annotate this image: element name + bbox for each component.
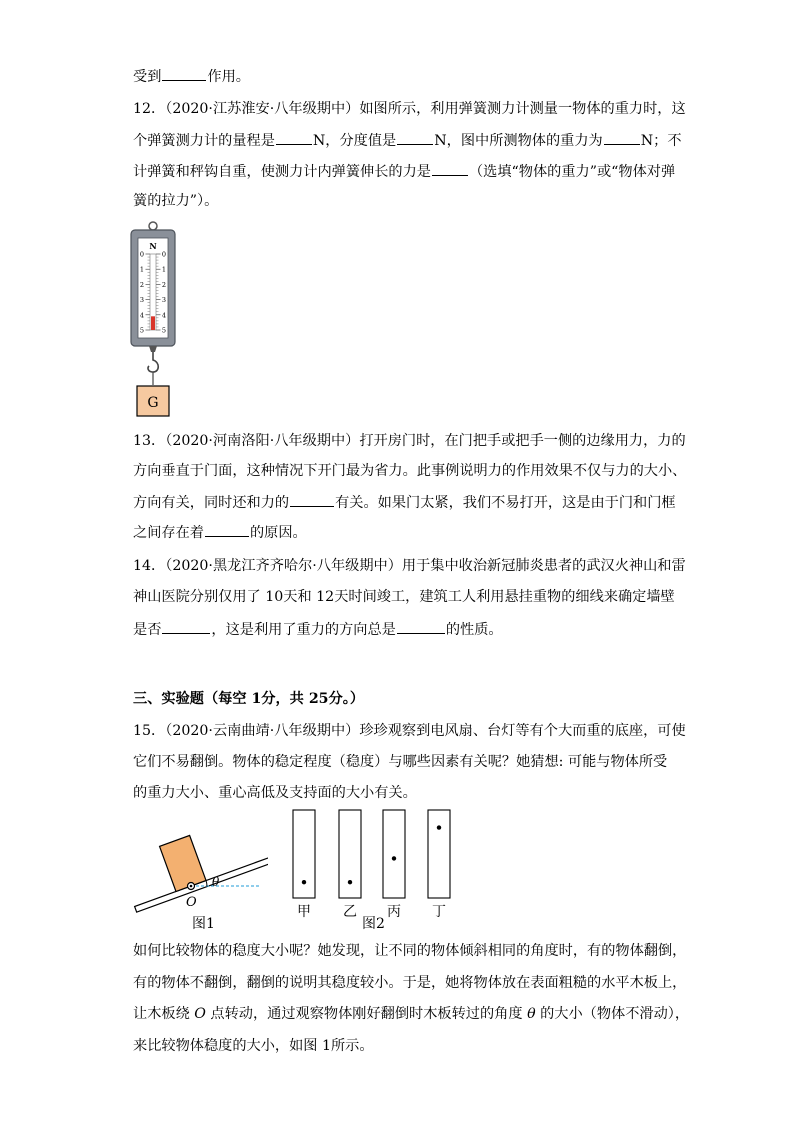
hook <box>148 352 158 372</box>
tick-label-right: 5 <box>161 326 167 335</box>
figure-1-caption: 图1 <box>192 916 215 932</box>
q15-line-3: 的重力大小、重心高低及支持面的大小有关。 <box>133 785 417 801</box>
bar-label: 甲 <box>297 904 311 920</box>
tick-label-left: 4 <box>139 311 145 320</box>
weight-label: G <box>147 395 159 411</box>
text: N，分度值是 <box>312 133 397 149</box>
text: （选填“物体的重力”或“物体对弹 <box>468 164 676 180</box>
tick-label-left: 5 <box>139 326 145 335</box>
para-line-4: 来比较物体稳度的大小，如图 1所示。 <box>133 1038 374 1054</box>
text: 是否 <box>133 622 162 638</box>
tick-label-left: 3 <box>139 296 145 305</box>
block <box>160 835 206 891</box>
tilted-board-group <box>128 820 268 912</box>
text: 的大小（物体不滑动）， <box>535 1006 690 1022</box>
q14-line-2: 神山医院分别仅用了 10天和 12天时间竣工，建筑工人利用悬挂重物的细线来确定墙壁 <box>133 589 675 605</box>
spring-scale-figure <box>128 220 188 418</box>
answer-blank[interactable] <box>290 492 334 507</box>
section-heading: 三、实验题（每空 1分，共 25分。） <box>133 691 365 707</box>
q13-line-2: 方向垂直于门面，这种情况下开门最为省力。此事例说明力的作用效果不仅与力的大小、 <box>133 463 687 479</box>
text: 个弹簧测力计的量程是 <box>133 133 275 149</box>
text: N；不 <box>640 133 682 149</box>
bar-label: 丁 <box>432 904 446 920</box>
figure-1 <box>128 820 268 938</box>
text: ，这是利用了重力的方向总是 <box>211 622 396 638</box>
pivot-dot <box>190 885 193 888</box>
text: 计弹簧和秤钩自重，使测力计内弹簧伸长的力是 <box>133 164 431 180</box>
para-line-1: 如何比较物体的稳度大小呢？她发现，让不同的物体倾斜相同的角度时，有的物体翻倒， <box>133 943 687 959</box>
text: 的性质。 <box>445 622 503 638</box>
q14-line-3 <box>133 619 503 640</box>
indicator-fill <box>151 316 155 330</box>
top-ring <box>149 222 157 230</box>
text: 作用。 <box>207 69 250 85</box>
q12-line-1: 12．（2020·江苏淮安·八年级期中）如图所示，利用弹簧测力计测量一物体的重力时，这 <box>133 101 686 117</box>
tick-label-right: 2 <box>161 280 167 289</box>
bar-1 <box>293 810 315 898</box>
text: 的原因。 <box>249 525 307 541</box>
q12-line-2 <box>133 130 682 151</box>
q12-line-3 <box>133 161 675 182</box>
tick-label-left: 2 <box>139 280 145 289</box>
tick-label-left: 1 <box>139 265 145 274</box>
theta-symbol: θ <box>527 1006 536 1022</box>
q13-line-3 <box>133 492 676 513</box>
bars-group <box>293 810 450 920</box>
bar-4 <box>428 810 450 898</box>
q14-line-1: 14．（2020·黑龙江齐齐哈尔·八年级期中）用于集中收治新冠肺炎患者的武汉火神山和雷 <box>133 558 686 574</box>
figure-2 <box>282 802 472 938</box>
pivot-label: O <box>186 895 197 910</box>
text: 有关。如果门太紧，我们不易打开，这是由于门和门框 <box>335 495 676 511</box>
center-of-gravity-dot <box>348 880 352 884</box>
center-of-gravity-dot <box>437 825 441 829</box>
q12-line-4: 簧的拉力”）。 <box>133 193 219 209</box>
bar-label: 丙 <box>387 904 401 920</box>
q15-line-1: 15．（2020·云南曲靖·八年级期中）珍珍观察到电风扇、台灯等有个大而重的底座，可使 <box>133 723 686 739</box>
force-blank[interactable] <box>432 161 468 176</box>
answer-blank[interactable] <box>162 66 206 81</box>
center-of-gravity-dot <box>302 880 306 884</box>
range-blank[interactable] <box>276 130 312 145</box>
text: 受到 <box>133 69 162 85</box>
q15-line-2: 它们不易翻倒。物体的稳定程度（稳度）与哪些因素有关呢？她猜想: 可能与物体所受 <box>133 754 668 770</box>
angle-label: θ <box>212 875 220 889</box>
answer-blank[interactable] <box>397 619 445 634</box>
unit-label: N <box>149 241 157 251</box>
text: 之间存在着 <box>133 525 204 541</box>
tick-label-right: 1 <box>161 265 167 274</box>
tick-label-right: 0 <box>161 250 167 259</box>
text: 方向有关，同时还和力的 <box>133 495 290 511</box>
text: 点转动，通过观察物体刚好翻倒时木板转过的角度 <box>205 1006 528 1022</box>
text: 让木板绕 <box>133 1006 195 1022</box>
para-line-3 <box>133 1004 689 1024</box>
tick-label-right: 4 <box>161 311 167 320</box>
division-blank[interactable] <box>397 130 433 145</box>
figure-2-caption: 图2 <box>362 916 385 932</box>
para-line-2: 有的物体不翻倒，翻倒的说明其稳度较小。于是，她将物体放在表面粗糙的水平木板上， <box>133 975 687 991</box>
bar-2 <box>339 810 361 898</box>
answer-blank[interactable] <box>162 619 210 634</box>
tick-label-left: 0 <box>139 250 145 259</box>
hook-neck <box>149 346 157 352</box>
point-o: O <box>194 1006 206 1022</box>
q13-line-1: 13．（2020·河南洛阳·八年级期中）打开房门时，在门把手或把手一侧的边缘用力，力的 <box>133 433 686 449</box>
fill-line <box>133 66 250 87</box>
center-of-gravity-dot <box>392 856 396 860</box>
bar-label: 乙 <box>343 904 357 920</box>
weight-blank[interactable] <box>604 130 640 145</box>
answer-blank[interactable] <box>205 522 249 537</box>
text: N，图中所测物体的重力为 <box>434 133 603 149</box>
q13-line-4 <box>133 522 307 543</box>
bar-3 <box>383 810 405 898</box>
tick-label-right: 3 <box>161 296 167 305</box>
